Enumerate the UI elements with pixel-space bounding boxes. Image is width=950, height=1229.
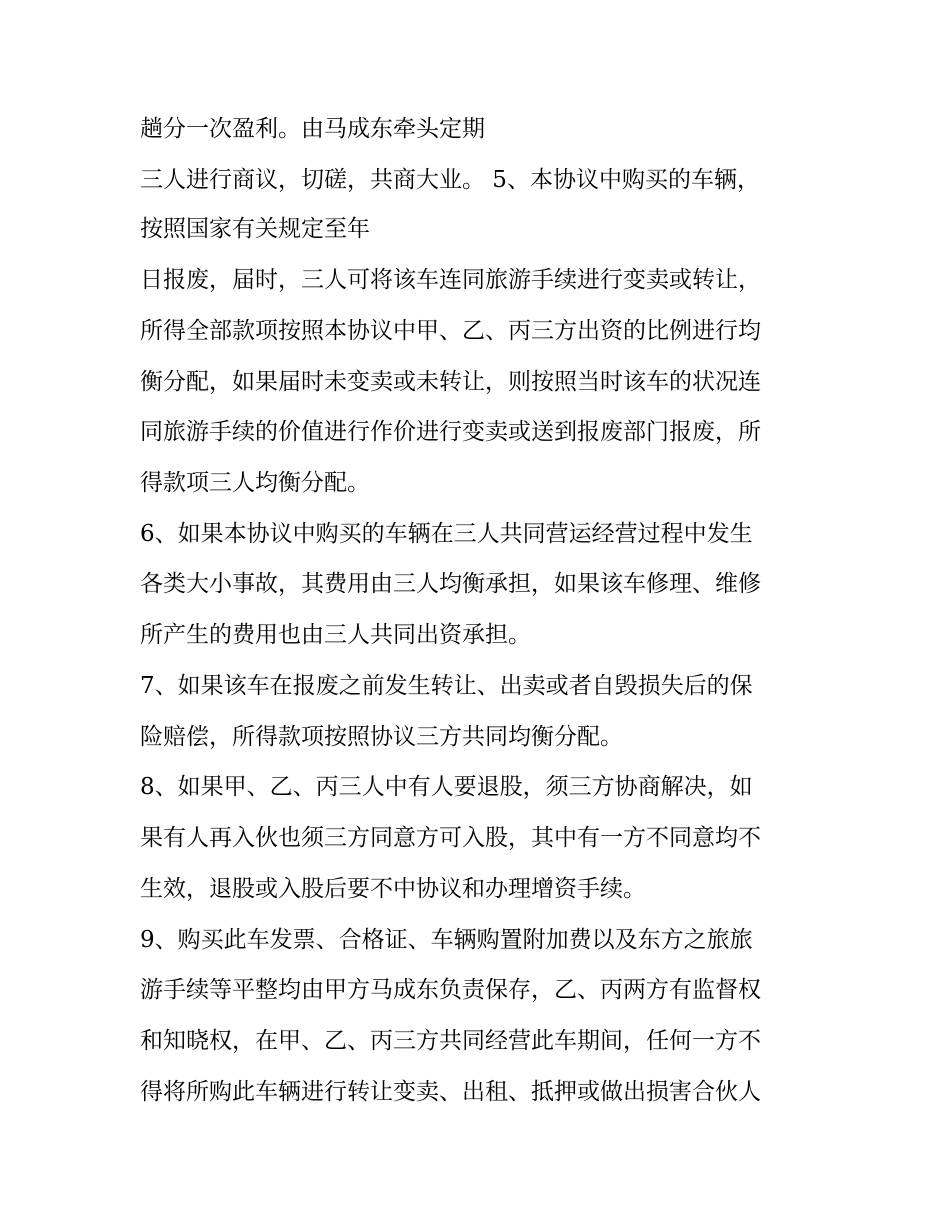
text-line-12: 7、如果该车在报废之前发生转让、出卖或者自毁损失后的保 [140,673,753,699]
text-line-4: 日报废，届时，三人可将该车连同旅游手续进行变卖或转让， [140,267,761,293]
text-line-6: 衡分配，如果届时未变卖或未转让，则按照当时该车的状况连 [140,369,761,395]
text-line-8: 得款项三人均衡分配。 [140,470,370,496]
text-line-16: 生效，退股或入股后要不中协议和办理增资手续。 [140,876,646,902]
text-line-7: 同旅游手续的价值进行作价进行变卖或送到报废部门报废，所 [140,419,761,445]
text-line-17: 9、购买此车发票、合格证、车辆购置附加费以及东方之旅旅 [140,927,753,953]
text-line-14: 8、如果甲、乙、丙三人中有人要退股，须三方协商解决，如 [140,774,753,800]
text-line-15: 果有人再入伙也须三方同意方可入股，其中有一方不同意均不 [140,825,761,851]
text-line-20: 得将所购此车辆进行转让变卖、出租、抵押或做出损害合伙人 [140,1079,761,1105]
text-line-18: 游手续等平整均由甲方马成东负责保存，乙、丙两方有监督权 [140,977,761,1003]
text-line-13: 险赔偿，所得款项按照协议三方共同均衡分配。 [140,724,623,750]
text-line-2: 三人进行商议，切磋，共商大业。 5、本协议中购买的车辆， [140,167,760,193]
text-line-1: 趟分一次盈利。由马成东牵头定期 [140,116,485,142]
text-line-11: 所产生的费用也由三人共同出资承担。 [140,622,531,648]
text-line-9: 6、如果本协议中购买的车辆在三人共同营运经营过程中发生 [140,521,753,547]
text-line-10: 各类大小事故，其费用由三人均衡承担，如果该车修理、维修 [140,571,761,597]
text-line-3: 按照国家有关规定至年 [140,216,370,242]
text-line-19: 和知晓权，在甲、乙、丙三方共同经营此车期间，任何一方不 [140,1028,761,1054]
text-line-5: 所得全部款项按照本协议中甲、乙、丙三方出资的比例进行均 [140,318,761,344]
